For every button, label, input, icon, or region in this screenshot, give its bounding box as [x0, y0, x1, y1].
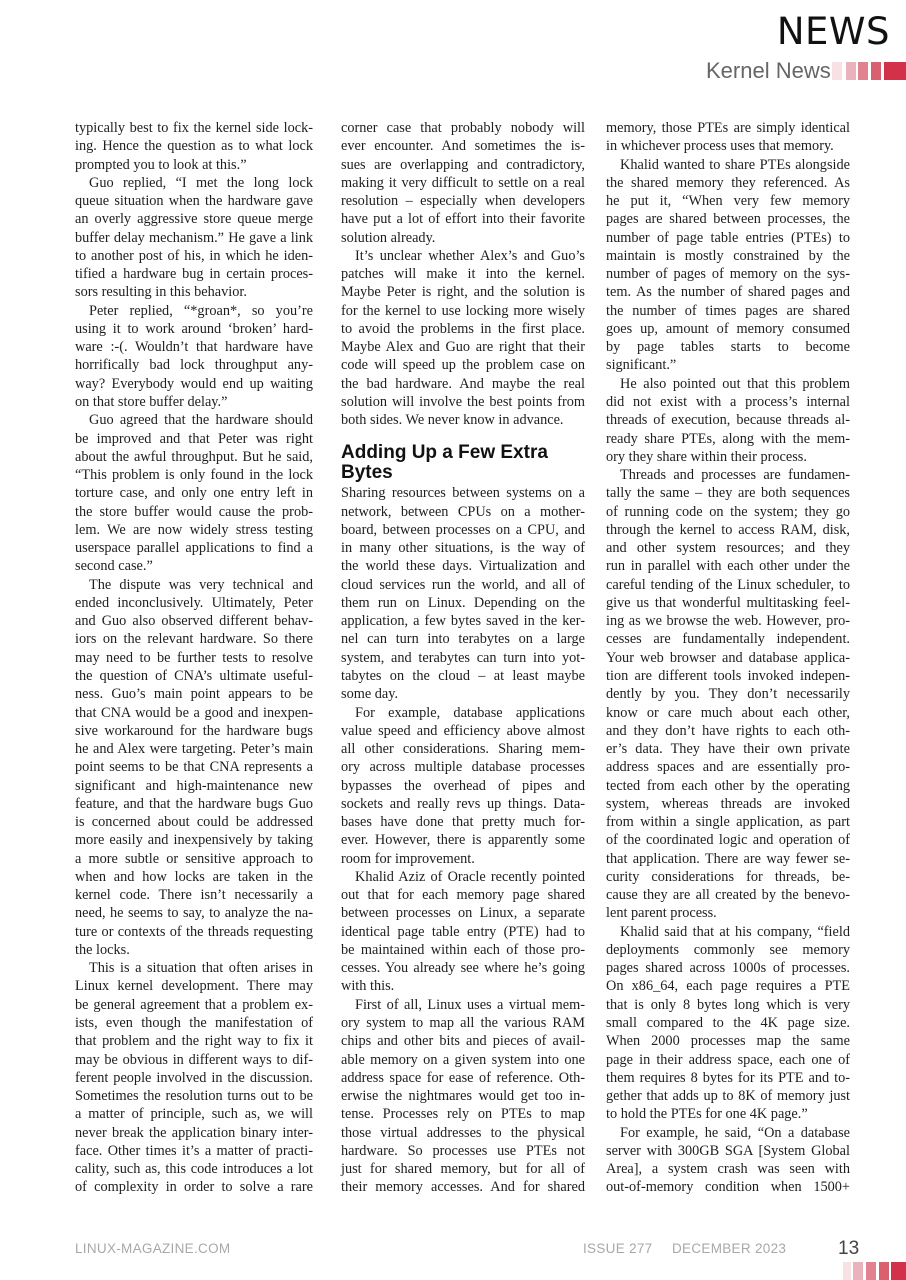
text-line: server with 300GB SGA [System Global [606, 1142, 850, 1159]
text-line: userspace parallel applications to find a [75, 540, 313, 557]
text-line: in many other situations, is the way of [341, 540, 585, 557]
text-line: sues are overlapping and contradictory, [341, 156, 585, 173]
text-line: On x86_64, each page requires a PTE [606, 978, 850, 995]
text-line: an overly aggressive store queue merge [75, 211, 313, 228]
text-line: patches will make it into the kernel. [341, 266, 585, 283]
text-line: he put it, “When very few memory [606, 193, 850, 210]
paragraph [75, 174, 313, 302]
text-line: point seems to be that CNA represents a [75, 759, 313, 776]
text-line: torture case, and only one entry left in [75, 485, 313, 502]
text-line: ferent people involved in the discussion. [75, 1069, 313, 1086]
text-line: know or care much about each other, [606, 704, 850, 721]
text-line: lent parent process. [606, 905, 717, 922]
text-line: ware :-(. Wouldn’t that hardware have [75, 339, 313, 356]
text-line: hardware. So processes use PTEs not [341, 1142, 585, 1159]
text-line: feature, and that the hardware bugs Guo [75, 795, 313, 812]
text-line: curity considerations for threads, be- [606, 868, 850, 885]
text-line: Guo agreed that the hardware should [89, 412, 313, 429]
page-number: 13 [838, 1238, 860, 1259]
paragraph [606, 156, 850, 375]
text-line: way? Everybody would end up waiting [75, 375, 313, 392]
accent-square-5 [884, 62, 906, 80]
text-line: cesses. You already see where he’s going [341, 960, 585, 977]
text-line: bases have done that pretty much for- [341, 814, 585, 831]
text-line: and they don’t have rights to each oth- [606, 722, 850, 739]
article-column-1 [75, 119, 313, 1197]
text-line: more easily and inexpensively by taking [75, 832, 313, 849]
text-line: buffer delay mechanism.” He gave a link [75, 229, 313, 246]
text-line: the locks. [75, 941, 130, 958]
text-line: Sharing resources between systems on a [341, 485, 585, 502]
text-line: system, and terabytes can turn into yot- [341, 649, 585, 666]
text-line: maintain is mostly constrained by the [606, 247, 850, 264]
text-line: tified a hardware bug in certain proces- [75, 266, 313, 283]
text-line: a more subtle or sensitive approach to [75, 850, 313, 867]
text-line: sive workaround for the hardware bugs [75, 722, 313, 739]
text-line: the shared memory they referenced. As [606, 174, 850, 191]
text-line: ing. Hence the question as to what lock [75, 138, 313, 155]
paragraph [341, 119, 585, 247]
text-line: For example, he said, “On a database [620, 1124, 850, 1141]
text-line: tion are different tools invoked indepen- [606, 667, 850, 684]
text-line: may need to be further tests to resolve [75, 649, 313, 666]
paragraph [606, 375, 850, 466]
paragraph [75, 959, 313, 1196]
text-line: to hold the PTEs for one 4K page.” [606, 1106, 808, 1123]
text-line: Maybe Alex and Guo are right that their [341, 339, 585, 356]
text-line: of the coordinated logic and operation of [606, 832, 850, 849]
text-line: of running code on the system; they go [606, 503, 850, 520]
text-line: significant.” [606, 357, 677, 374]
text-line: and Guo also observed different behav- [75, 613, 313, 630]
text-line: cause they are all created by the benevo- [606, 887, 850, 904]
text-line: just for shared memory, but for all of [341, 1161, 585, 1178]
accent-square-4 [871, 62, 881, 80]
text-line: er’s data. They have their own private [606, 741, 850, 758]
text-line: cloud services run the world, and all of [341, 576, 585, 593]
subsection-title-kernel-news: Kernel News [706, 58, 831, 83]
text-line: ory they share within their process. [606, 448, 807, 465]
text-line: tense. Processes rely on PTEs to map [341, 1106, 585, 1123]
text-line: have put a lot of effort into their favorite [341, 211, 585, 228]
text-line: ists, even though the manifestation of [75, 1015, 313, 1032]
text-line: page in their address space, each one of [606, 1051, 850, 1068]
text-line: memory, those PTEs are simply identical [606, 120, 850, 136]
footer-accent-square-5 [891, 1262, 906, 1280]
text-line: queue situation when the hardware gave [75, 193, 313, 210]
text-line: sors resulting in this behavior. [75, 284, 247, 301]
text-line: Sometimes the resolution turns out to be [75, 1088, 313, 1105]
accent-square-1 [832, 62, 842, 80]
text-line: ing as we browse the web. However, pro- [606, 613, 850, 630]
text-line: out-of-memory condition when 1500+ [606, 1179, 850, 1196]
text-line: When 2000 processes map the same [606, 1033, 850, 1050]
text-line: never break the application binary inter- [75, 1124, 313, 1141]
text-line: This is a situation that often arises in [89, 960, 313, 977]
text-line: that problem and the right way to fix it [75, 1033, 313, 1050]
text-line: chips and other bits and pieces of avail- [341, 1033, 585, 1050]
footer-accent-square-2 [853, 1262, 863, 1280]
text-line: a matter of principle, such as, we will [75, 1106, 313, 1123]
text-line: need, he seems to say, to analyze the na- [75, 905, 313, 922]
text-line: address spaces and are essentially pro- [606, 759, 850, 776]
text-line: iors on the relevant hardware. So there [75, 631, 313, 648]
text-line: may be obvious in different ways to dif- [75, 1051, 313, 1068]
article-column-2 [341, 119, 585, 1197]
text-line: that CNA would be a good and inexpen- [75, 704, 313, 721]
text-line: gether that adds up to 8K of memory just [606, 1088, 850, 1105]
text-line: kernel code. There isn’t necessarily a [75, 887, 313, 904]
text-line: sockets and really revs up things. Data- [341, 795, 585, 812]
text-line: resolution – especially when developers [341, 193, 585, 210]
text-line: pages are shared between processes, the [606, 211, 850, 228]
text-line: application, a few bytes saved in the ker- [341, 613, 585, 630]
text-line: For example, database applications [355, 704, 585, 721]
text-line: some day. [341, 686, 399, 703]
text-line: their memory accesses. And for shared [341, 1179, 585, 1196]
text-line: solution will involve the best points from [341, 393, 585, 410]
text-line: Khalid wanted to share PTEs alongside [620, 156, 850, 173]
paragraph [341, 704, 585, 868]
text-line: number of pages of memory on the sys- [606, 266, 850, 283]
text-line: lem. We are now widely stress testing [75, 521, 313, 538]
text-line: the bad hardware. And maybe the real [341, 375, 585, 392]
text-line: between processes on Linux, a separate [341, 905, 585, 922]
text-line: the world these days. Virtualization and [341, 558, 585, 575]
text-line: tem. As the number of shared pages and [606, 284, 850, 301]
text-line: dently by you. They don’t necessarily [606, 686, 850, 703]
text-line: Linux kernel development. There may [75, 978, 313, 995]
paragraph [341, 484, 585, 703]
paragraph [341, 868, 585, 996]
text-line: ended inconclusively. Ultimately, Peter [75, 594, 313, 611]
text-line: solution already. [341, 229, 436, 246]
text-line: Area], a system crash was seen with [606, 1161, 850, 1178]
text-line: prompted you to look at this.” [75, 156, 247, 173]
text-line: code will speed up the problem case on [341, 357, 585, 374]
text-line: when and how locks are taken in the [75, 868, 313, 885]
section-heading [341, 430, 585, 485]
paragraph [606, 923, 850, 1124]
text-line: corner case that probably nobody will [341, 120, 585, 136]
text-line: ever encounter. And sometimes the is- [341, 138, 585, 155]
text-line: be maintained within each of those pro- [341, 941, 585, 958]
footer-date: DECEMBER 2023 [672, 1241, 787, 1256]
text-line: Guo replied, “I met the long lock [89, 174, 313, 191]
text-line: that is only 8 bytes long which is very [606, 996, 850, 1013]
text-line: Your web browser and database applica- [606, 649, 850, 666]
text-line: Peter replied, “*groan*, so you’re [89, 302, 313, 319]
text-line: threads of execution, because threads al- [606, 412, 850, 429]
text-line: “This problem is only found in the lock [75, 467, 313, 484]
text-line: to avoid the problems in the first place. [341, 320, 585, 337]
text-line: tally the same – they are both sequences [606, 485, 850, 502]
text-line: bypasses the overhead of pipes and [341, 777, 585, 794]
heading-line: Bytes [341, 461, 393, 483]
text-line: ory system to map all the various RAM [341, 1015, 585, 1032]
text-line: small compared to the 4K page size. [606, 1015, 850, 1032]
footer-accent-square-4 [879, 1262, 889, 1280]
text-line: out that for each memory page shared [341, 887, 585, 904]
text-line: board, between processes on a CPU, and [341, 521, 585, 538]
text-line: Maybe Peter is right, and the solution is [341, 284, 585, 301]
text-line: cality, such as, this code introduces a lot [75, 1161, 313, 1178]
paragraph [341, 996, 585, 1197]
text-line: the store buffer would cause the prob- [75, 503, 313, 520]
paragraph [75, 411, 313, 575]
paragraph [341, 247, 585, 430]
text-line: cesses are fundamentally independent. [606, 631, 850, 648]
text-line: address space for ease of reference. Oth- [341, 1069, 585, 1086]
text-line: pages shared across 1000s of processes. [606, 960, 850, 977]
text-line: that application. There are way fewer se- [606, 850, 850, 867]
text-line: from within a single application, as part [606, 814, 850, 831]
text-line: goes up, amount of memory consumed [606, 320, 850, 337]
footer-site-name: LINUX-MAGAZINE.COM [75, 1241, 231, 1256]
footer-accent-square-3 [866, 1262, 876, 1280]
footer-issue: ISSUE 277 [583, 1241, 653, 1256]
text-line: be improved and that Peter was right [75, 430, 313, 447]
text-line: using it to work around ‘broken’ hard- [75, 320, 313, 337]
text-line: be general agreement that a problem ex- [75, 996, 313, 1013]
text-line: value speed and efficiency above almost [341, 722, 585, 739]
text-line: significant and high-maintenance new [75, 777, 313, 794]
text-line: erwise the nightmares would get too in- [341, 1088, 585, 1105]
text-line: ory across multiple database processes [341, 759, 585, 776]
text-line: system, whereas threads are invoked [606, 795, 850, 812]
text-line: nel can turn into terabytes on a large [341, 631, 585, 648]
text-line: he and Alex were targeting. Peter’s main [75, 741, 313, 758]
text-line: by page tables starts to become [606, 339, 850, 356]
section-title-news: NEWS [776, 10, 890, 53]
text-line: them run on Linux. Depending on the [341, 594, 585, 611]
paragraph [75, 119, 313, 174]
text-line: room for improvement. [341, 850, 475, 867]
text-line: First of all, Linux uses a virtual mem- [355, 996, 585, 1013]
text-line: on that store buffer delay.” [75, 393, 228, 410]
text-line: careful tending of the Linux scheduler, to [606, 576, 850, 593]
paragraph [606, 1124, 850, 1197]
accent-square-3 [858, 62, 868, 80]
text-line: face. Other times it’s a matter of practi- [75, 1142, 313, 1159]
footer-accent-square-1 [843, 1262, 851, 1280]
text-line: ready share PTEs, along with the mem- [606, 430, 850, 447]
text-line: second case.” [75, 558, 153, 575]
accent-square-2 [846, 62, 856, 80]
paragraph [75, 576, 313, 960]
paragraph [75, 302, 313, 412]
heading-line: Adding Up a Few Extra [341, 441, 548, 463]
paragraph [606, 119, 850, 156]
text-line: for the kernel to use locking more wisely [341, 302, 585, 319]
text-line: tected from each other by the operating [606, 777, 850, 794]
text-line: deployments commonly see memory [606, 941, 850, 958]
paragraph [606, 466, 850, 923]
text-line: He also pointed out that this problem [620, 375, 850, 392]
text-line: ever. However, there is apparently some [341, 832, 585, 849]
text-line: is concerned about could be addressed [75, 814, 313, 831]
text-line: and other system resources; and they [606, 540, 850, 557]
text-line: Khalid said that at his company, “field [620, 923, 850, 940]
text-line: number of page table entries (PTEs) to [606, 229, 850, 246]
text-line: Threads and processes are fundamen- [620, 467, 850, 484]
text-line: The dispute was very technical and [89, 576, 313, 593]
text-line: about the awful throughput. But he said, [75, 448, 313, 465]
text-line: ture or contexts of the threads requesting [75, 923, 313, 940]
text-line: them requires 8 bytes for its PTE and to- [606, 1069, 850, 1086]
text-line: give us that wonderful multitasking feel- [606, 594, 850, 611]
text-line: the question of CNA’s ultimate useful- [75, 667, 313, 684]
text-line: making it very difficult to settle on a real [341, 174, 585, 191]
text-line: tabytes on the cloud – at least maybe [341, 667, 585, 684]
text-line: horrifically bad lock throughput any- [75, 357, 313, 374]
text-line: network, between CPUs on a mother- [341, 503, 585, 520]
text-line: in whichever process uses that memory. [606, 138, 834, 155]
text-line: of complexity in order to solve a rare [75, 1179, 313, 1196]
text-line: those virtual addresses to the physical [341, 1124, 585, 1141]
text-line: through the kernel to access RAM, disk, [606, 521, 850, 538]
article-column-3 [606, 119, 850, 1197]
text-line: to another post of his, in which he iden- [75, 247, 313, 264]
text-line: able memory on a given system into one [341, 1051, 585, 1068]
text-line: run in parallel with each other under the [606, 558, 850, 575]
text-line: all other considerations. Sharing mem- [341, 741, 585, 758]
text-line: It’s unclear whether Alex’s and Guo’s [355, 247, 585, 264]
text-line: identical page table entry (PTE) had to [341, 923, 585, 940]
text-line: did not exist with a process’s internal [606, 393, 850, 410]
text-line: the number of times pages are shared [606, 302, 850, 319]
text-line: both sides. We never know in advance. [341, 412, 564, 429]
text-line: ness. Guo’s main point appears to be [75, 686, 313, 703]
text-line: typically best to fix the kernel side lock- [75, 120, 313, 136]
text-line: Khalid Aziz of Oracle recently pointed [355, 868, 585, 885]
text-line: with this. [341, 978, 395, 995]
